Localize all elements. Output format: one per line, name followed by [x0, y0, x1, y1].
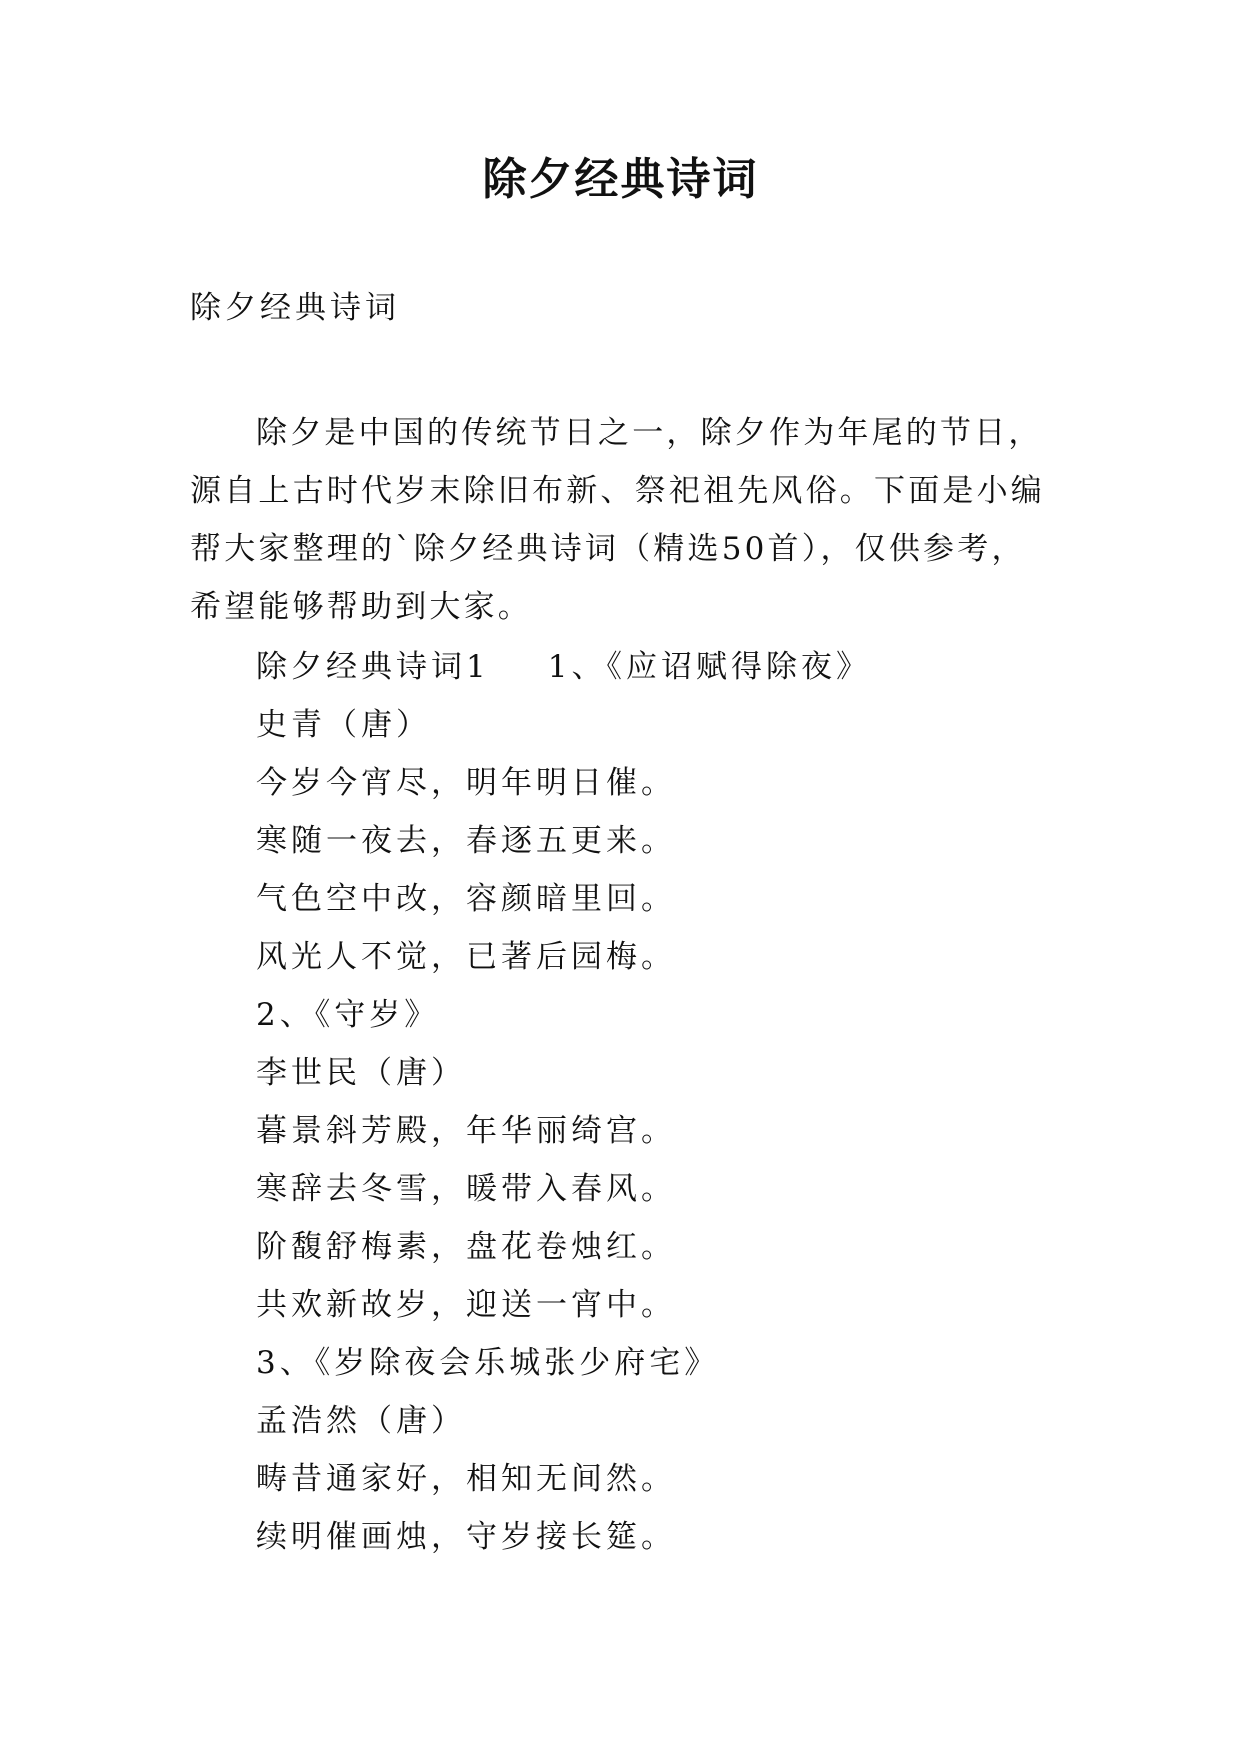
poem-title: 1、《应诏赋得除夜》: [547, 649, 871, 685]
poem-author: 孟浩然（唐）: [256, 1403, 466, 1439]
document-subtitle: 除夕经典诗词: [190, 290, 400, 326]
poem-verse: 寒随一夜去，春逐五更来。: [256, 823, 676, 859]
poem-verse: 续明催画烛，守岁接长筵。: [256, 1519, 676, 1555]
poem-title: 2、《守岁》: [256, 997, 440, 1033]
section-heading-line: [256, 638, 871, 696]
poem-author: 李世民（唐）: [256, 1055, 466, 1091]
poem-author: 史青（唐）: [256, 707, 431, 743]
poem-verse: 今岁今宵尽，明年明日催。: [256, 765, 676, 801]
section-heading: 除夕经典诗词1: [256, 649, 490, 685]
poem-verse: 暮景斜芳殿，年华丽绮宫。: [256, 1113, 676, 1149]
intro-paragraph: 除夕是中国的传统节日之一，除夕作为年尾的节日，源自上古时代岁末除旧布新、祭祀祖先风俗。下面是小编帮大家整理的`除夕经典诗词（精选50首），仅供参考，希望能够帮助到大家。: [190, 415, 1045, 625]
poem-verse: 气色空中改，容颜暗里回。: [256, 881, 676, 917]
poem-lines: [256, 638, 871, 1566]
document-title: 除夕经典诗词: [482, 154, 759, 205]
poem-verse: 寒辞去冬雪，暖带入春风。: [256, 1171, 676, 1207]
poem-verse: 畴昔通家好，相知无间然。: [256, 1461, 676, 1497]
poem-verse: 风光人不觉，已著后园梅。: [256, 939, 676, 975]
poem-verse: 阶馥舒梅素，盘花卷烛红。: [256, 1229, 676, 1265]
poem-title: 3、《岁除夜会乐城张少府宅》: [256, 1345, 720, 1381]
poem-verse: 共欢新故岁，迎送一宵中。: [256, 1287, 676, 1323]
